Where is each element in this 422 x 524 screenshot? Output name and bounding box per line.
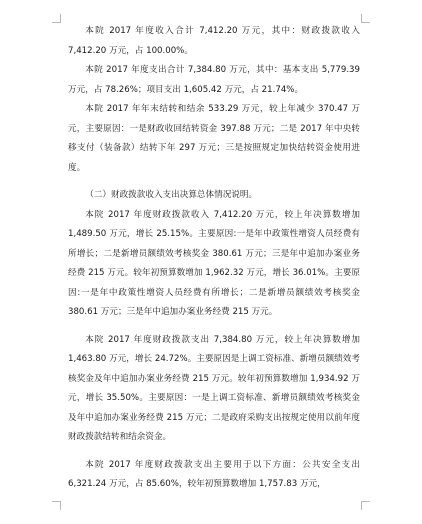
- margin-mark-top-right: [361, 14, 370, 23]
- margin-mark-bottom-left: [52, 501, 61, 510]
- document-body: [68, 22, 360, 495]
- section-heading: （二）财政拨款收入支出决算总体情况说明。: [85, 190, 258, 200]
- margin-mark-bottom-right: [361, 501, 370, 510]
- paragraph-fiscal-income: 本院 2017 年度财政拨款收入 7,412.20 万元，较上年决算数增加 1,489.50 万元，增长 25.15%。主要原因:一是年中政策性增资人员经费有所增长；二是新增员额绩效考核奖金 380.61 万元；三是年中追加办案业务经费 215 万元。较年初预算数增加 1,962.32 万元，增长 36.01%。主要原因:一是年中政策性增资人员经费有所增长；二是新增员额绩效考核奖金 380.61 万元；三是年中追加办案业务经费 215 万元。: [68, 209, 360, 317]
- paragraph-expense-usage: 本院 2017 年度财政拨款支出主要用于以下方面：公共安全支出 6,321.24 万元，占 85.60%，较年初预算数增加 1,757.83 万元，: [68, 459, 360, 489]
- paragraph-fiscal-expense: 本院 2017 年度财政拨款支出 7,384.80 万元，较上年决算数增加 1,463.80 万元，增长 24.72%。主要原因是上调工资标准、新增员额绩效考核奖金及年中追加办案业务经费 215 万元。较年初预算数增加 1,934.92 万元，增长 35.50%。主要原因：一是上调工资标准、新增员额绩效考核奖金及年中追加办案业务经费 215 万元；二是政府采购支出按规定使用以前年度财政拨款结转和结余资金。: [68, 334, 360, 442]
- paragraph-income-total: 本院 2017 年度收入合计 7,412.20 万元，其中：财政拨款收入 7,412.20 万元，占 100.00%。: [68, 26, 360, 56]
- paragraph-carryover: 本院 2017 年年末结转和结余 533.29 万元，较上年减少 370.47 万元，主要原因：一是财政收回结转资金 397.88 万元；二是 2017 年中央转移支付（装备款）结转下年 297 万元；三是按照规定加快结转资金使用进度。: [68, 104, 360, 173]
- margin-mark-top-left: [52, 14, 61, 23]
- paragraph-expense-total: 本院 2017 年度支出合计 7,384.80 万元，其中：基本支出 5,779.39 万元，占 78.26%；项目支出 1,605.42 万元，占 21.74%。: [68, 65, 360, 95]
